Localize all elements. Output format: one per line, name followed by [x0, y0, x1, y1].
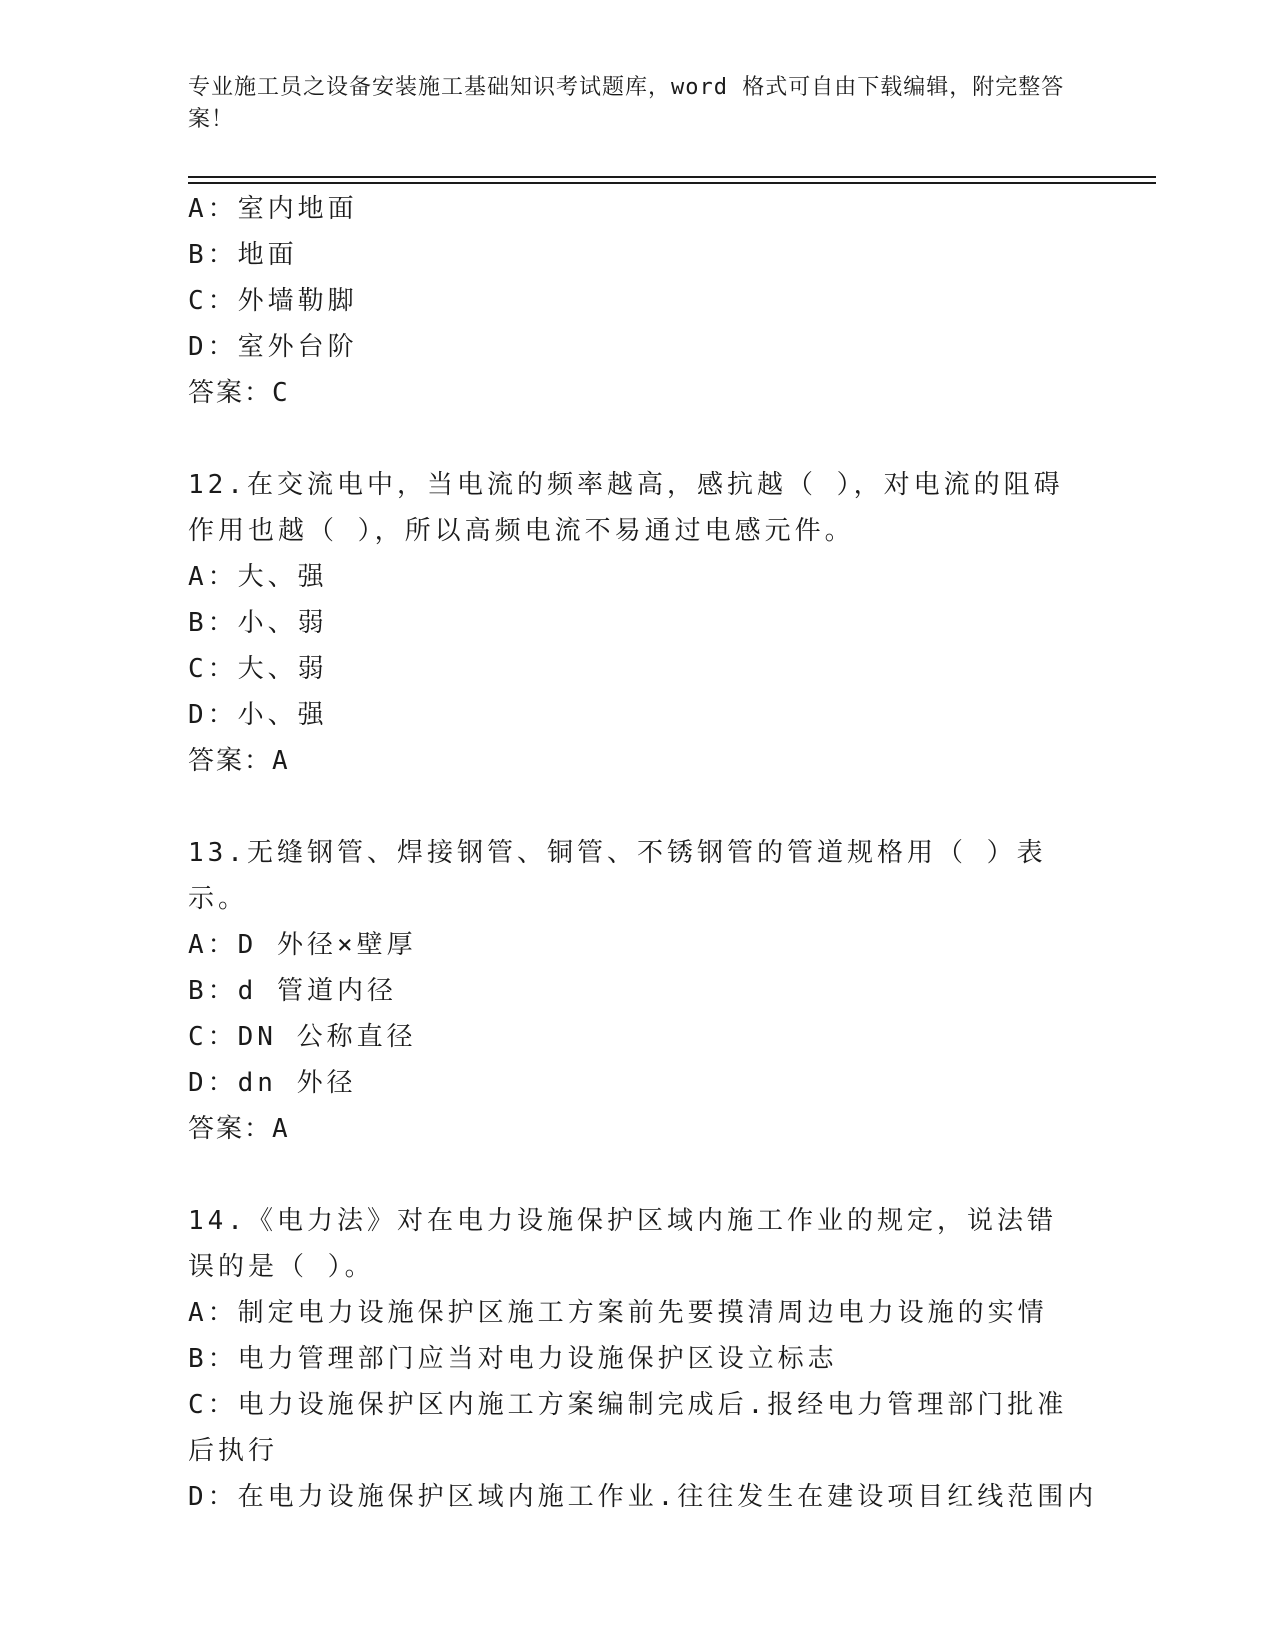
option-c: C：DN 公称直径 — [188, 1022, 417, 1052]
question-number: 13. — [188, 838, 247, 868]
option-d: D：室外台阶 — [188, 332, 358, 362]
option-c: C：大、弱 — [188, 654, 328, 684]
question-text: 无缝钢管、焊接钢管、铜管、不锈钢管的管道规格用（ ）表示。 — [188, 838, 1047, 914]
question-stem — [188, 462, 1068, 554]
answer-line: 答案：A — [188, 746, 290, 776]
option-b: B：小、弱 — [188, 608, 328, 638]
question-text: 在交流电中，当电流的频率越高，感抗越（ ），对电流的阻碍作用也越（ ），所以高频电流不易通过电感元件。 — [188, 470, 1064, 546]
question-block-12 — [188, 462, 1088, 784]
question-number: 14. — [188, 1206, 247, 1236]
option-a: A：室内地面 — [188, 194, 358, 224]
answer-line: 答案：C — [188, 378, 290, 408]
question-block-14 — [188, 1198, 1098, 1520]
question-stem — [188, 830, 1068, 922]
option-c: C：电力设施保护区内施工方案编制完成后.报经电力管理部门批准后执行 — [188, 1390, 1068, 1466]
option-a: A：制定电力设施保护区施工方案前先要摸清周边电力设施的实情 — [188, 1298, 1048, 1328]
option-d: D：小、强 — [188, 700, 328, 730]
option-b: B：电力管理部门应当对电力设施保护区设立标志 — [188, 1344, 838, 1374]
option-c: C：外墙勒脚 — [188, 286, 358, 316]
option-d: D：dn 外径 — [188, 1068, 357, 1098]
option-a: A：D 外径×壁厚 — [188, 930, 417, 960]
document-header — [188, 72, 1068, 136]
header-divider-bottom — [188, 182, 1156, 184]
question-block-11 — [188, 186, 1088, 416]
option-b: B：d 管道内径 — [188, 976, 397, 1006]
question-text: 《电力法》对在电力设施保护区域内施工作业的规定，说法错误的是（ ）。 — [188, 1206, 1057, 1282]
answer-line: 答案：A — [188, 1114, 290, 1144]
question-number: 12. — [188, 470, 247, 500]
option-b: B：地面 — [188, 240, 298, 270]
header-divider-top — [188, 176, 1156, 178]
option-a: A：大、强 — [188, 562, 328, 592]
question-block-13 — [188, 830, 1088, 1152]
option-d: D：在电力设施保护区域内施工作业.往往发生在建设项目红线范围内 — [188, 1482, 1098, 1512]
header-text: 专业施工员之设备安装施工基础知识考试题库，word 格式可自由下载编辑，附完整答案！ — [188, 75, 1065, 132]
question-stem — [188, 1198, 1068, 1290]
question-list — [188, 186, 1098, 1520]
